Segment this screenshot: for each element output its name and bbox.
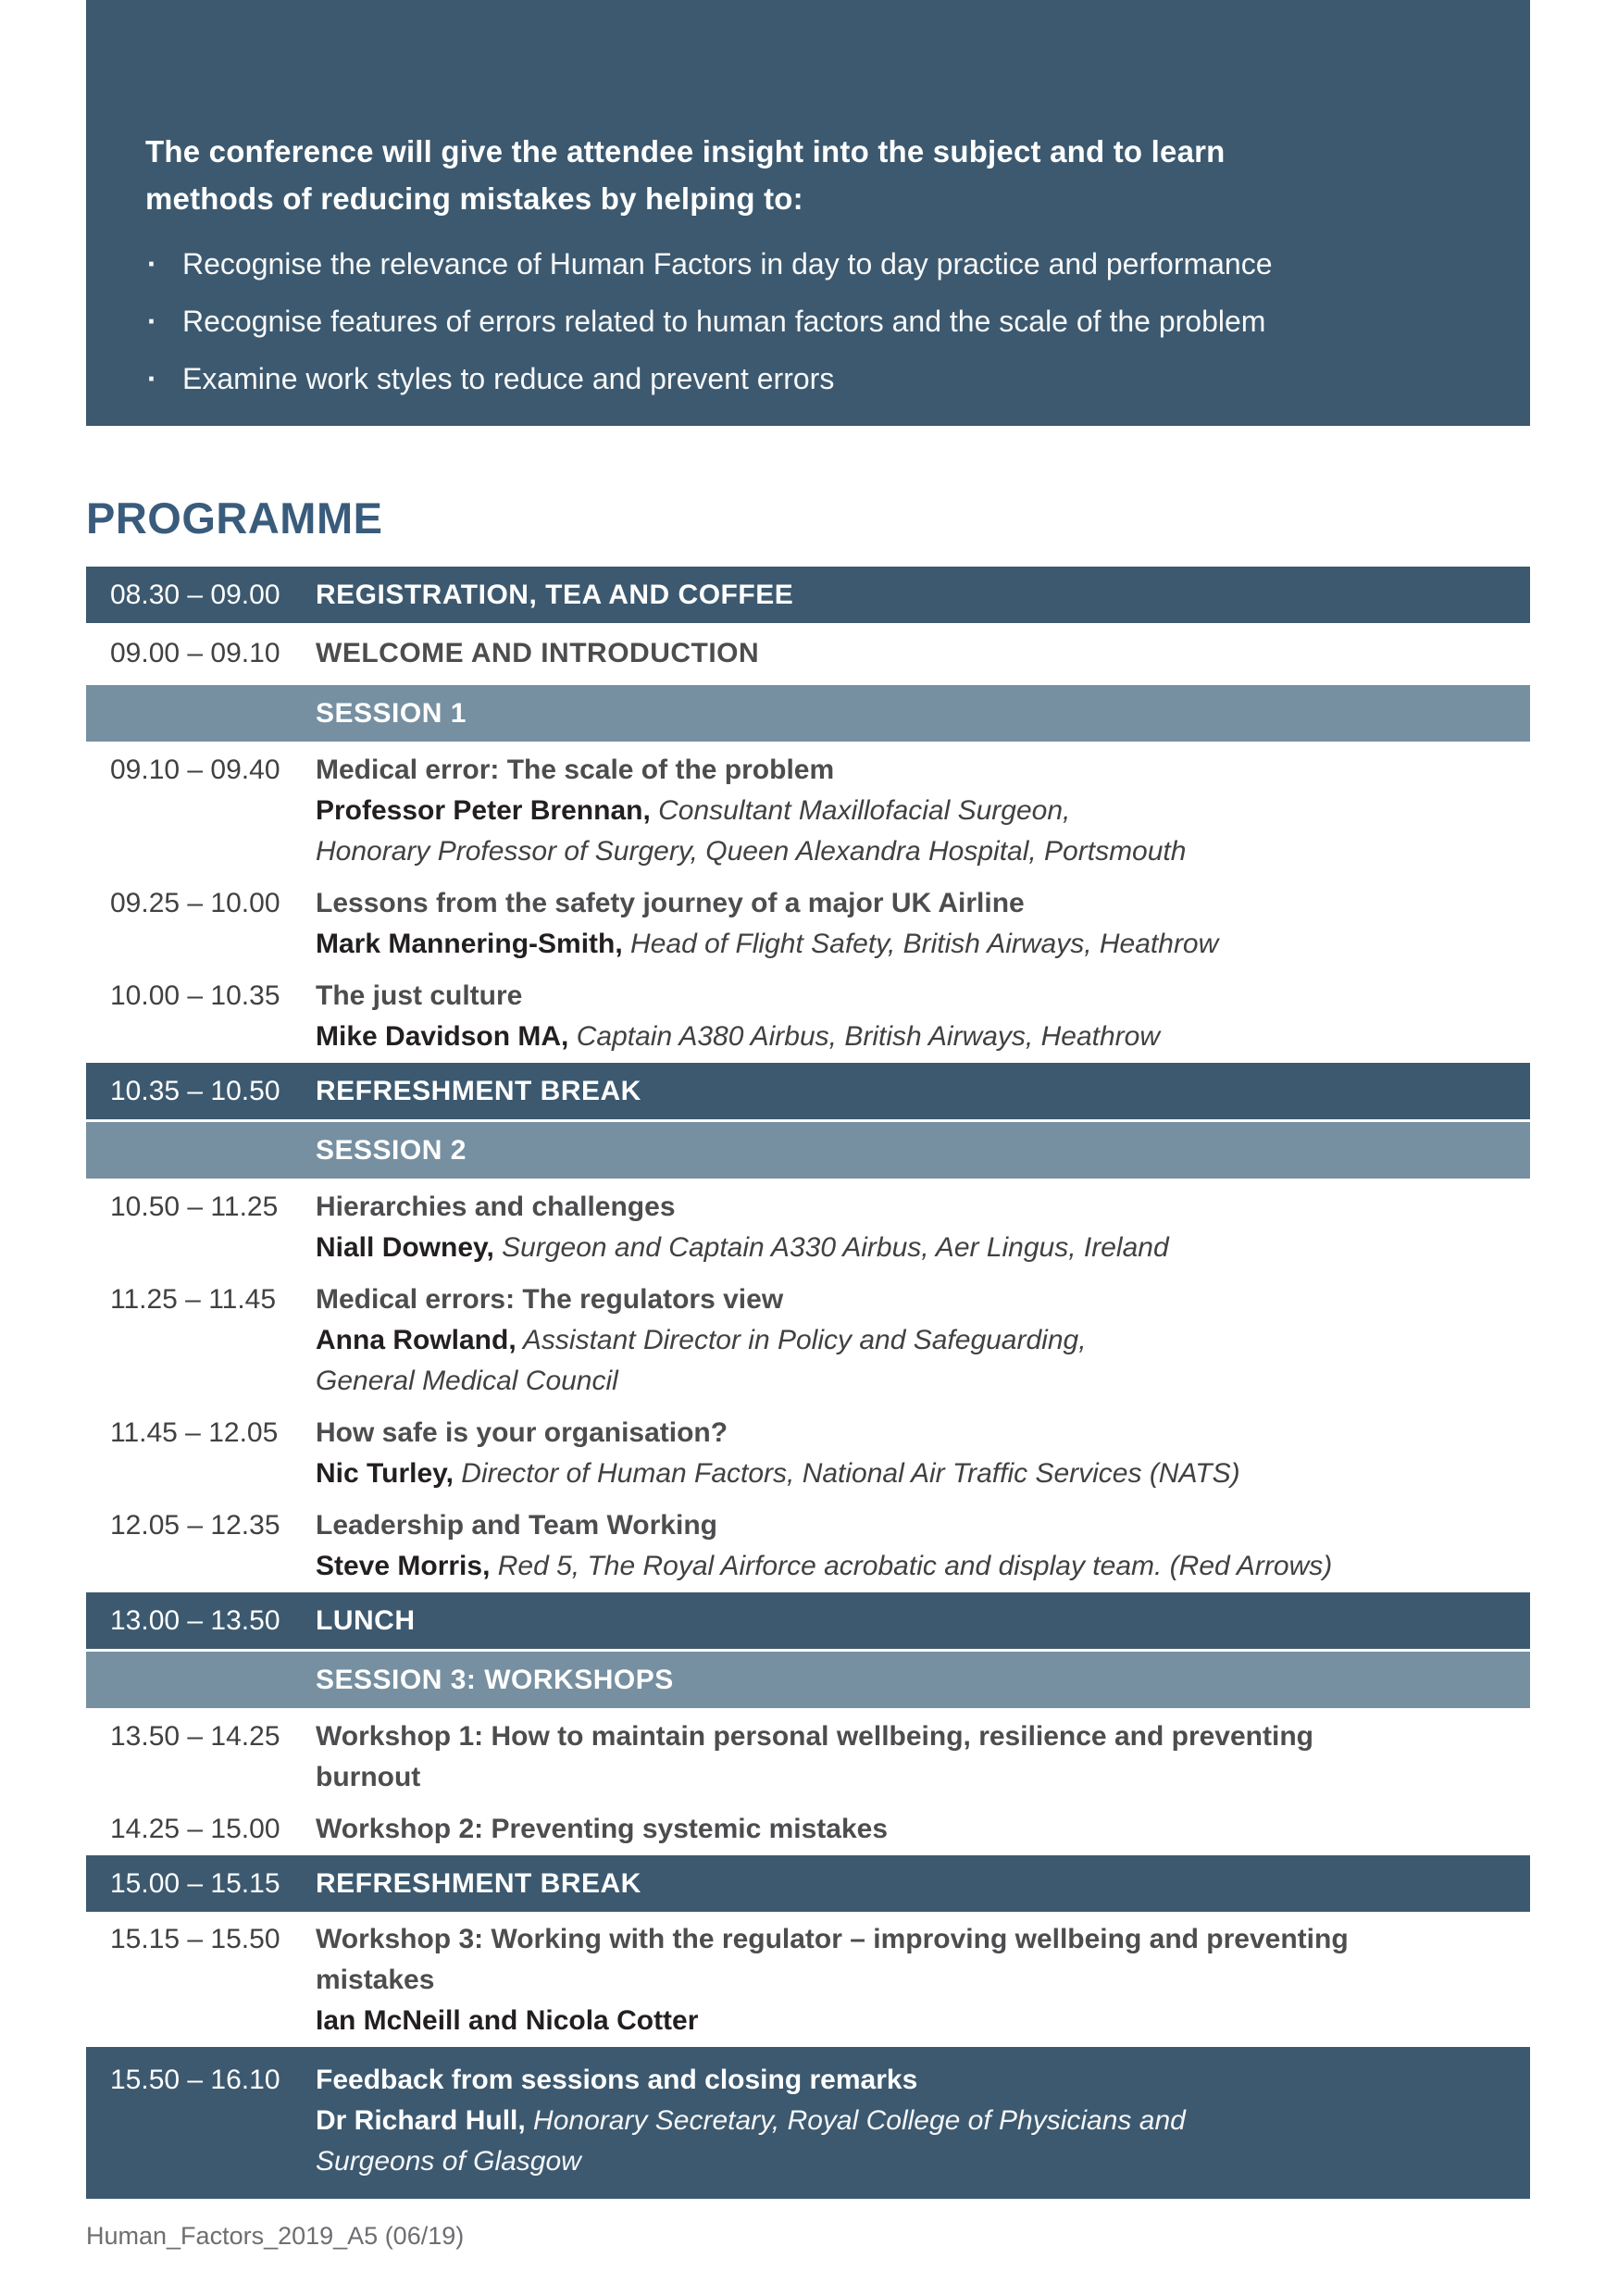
row-content [316,2060,1530,2182]
row-content [316,693,1530,734]
time-range: 10.00 – 10.35 [110,980,280,1011]
event-title: Medical error: The scale of the problem [316,755,835,785]
programme-row [86,1274,1530,1407]
speaker-name: Dr Richard Hull, [316,2105,526,2136]
time-range: 15.00 – 15.15 [110,1867,280,1899]
speaker-line [316,1017,1508,1057]
speaker-name: Mike Davidson MA, [316,1021,569,1052]
speaker-role: Director of Human Factors, National Air Traffic Services (NATS) [453,1458,1240,1489]
row-content [316,1716,1530,1798]
programme-row [86,2047,1530,2199]
bullet-dot-icon: · [147,362,157,395]
intro-bullet [145,350,1475,407]
time-range: 09.00 – 09.10 [110,638,280,668]
speaker-role: Head of Flight Safety, British Airways, Heathrow [622,929,1219,959]
programme-row [86,878,1530,970]
row-content [316,1071,1530,1112]
event-title: Workshop 3: Working with the regulator – improving wellbeing and preventing mistakes [316,1924,1349,1995]
speaker-name: Professor Peter Brennan, [316,795,651,826]
row-content [316,976,1530,1057]
speaker-line [316,2141,1508,2182]
speaker-line [316,831,1508,872]
speaker-role: Honorary Secretary, Royal College of Physicians and [525,2105,1186,2136]
event-title: Hierarchies and challenges [316,1192,676,1222]
time-range: 15.50 – 16.10 [110,2065,280,2095]
speaker-role: Surgeon and Captain A330 Airbus, Aer Lingus, Ireland [493,1232,1169,1263]
speaker-line [316,2001,1508,2041]
row-content [316,1919,1530,2041]
time-range: 09.10 – 09.40 [110,755,280,785]
programme-row [86,970,1530,1063]
event-title: Feedback from sessions and closing remarks [316,2065,918,2095]
speaker-line [316,1546,1508,1587]
row-content [316,633,1530,674]
programme-row [86,1711,1530,1803]
session-header-row [86,1652,1530,1708]
speaker-role: Captain A380 Airbus, British Airways, Heathrow [568,1021,1160,1052]
speaker-role: Consultant Maxillofacial Surgeon, [650,795,1071,826]
speaker-name: Niall Downey, [316,1232,494,1263]
speaker-name: Mark Mannering-Smith, [316,929,623,959]
speaker-name: Ian McNeill and Nicola Cotter [316,2005,699,2036]
speaker-line [316,791,1508,831]
row-content [316,1864,1530,1904]
event-title: Lessons from the safety journey of a major UK Airline [316,888,1025,918]
event-title: Leadership and Team Working [316,1510,717,1541]
event-title: SESSION 2 [316,1134,467,1166]
time-range: 12.05 – 12.35 [110,1510,280,1541]
programme-table [86,567,1530,2199]
row-content [316,1660,1530,1701]
time-range: 10.35 – 10.50 [110,1075,280,1106]
speaker-line [316,1454,1508,1494]
footer-note: Human_Factors_2019_A5 (06/19) [86,2222,465,2250]
time-range: 08.30 – 09.00 [110,579,280,610]
bullet-dot-icon: · [147,305,157,338]
speaker-name: Steve Morris, [316,1551,491,1581]
event-title: REFRESHMENT BREAK [316,1867,641,1899]
session-header-row [86,1122,1530,1179]
time-range: 09.25 – 10.00 [110,888,280,918]
row-content [316,1809,1530,1850]
intro-banner [86,0,1530,426]
programme-row [86,1063,1530,1119]
programme-row [86,1592,1530,1649]
programme-row [86,1914,1530,2047]
event-title: WELCOME AND INTRODUCTION [316,638,760,668]
intro-bullet-list [145,235,1475,407]
speaker-line [316,2101,1508,2141]
event-title: Medical errors: The regulators view [316,1284,784,1315]
event-title: LUNCH [316,1604,416,1636]
row-content [316,1505,1530,1587]
programme-row [86,1181,1530,1274]
intro-bullet [145,235,1475,293]
intro-heading: The conference will give the attendee insight into the subject and to learn methods of reducing mistakes by helping to: [145,134,1226,216]
event-title: How safe is your organisation? [316,1417,728,1448]
intro-bullet-text: Recognise the relevance of Human Factors in day to day practice and performance [182,247,1273,281]
intro-bullet-text: Examine work styles to reduce and prevent errors [182,362,835,395]
time-range: 11.45 – 12.05 [110,1417,279,1448]
time-range: 13.00 – 13.50 [110,1604,280,1636]
time-range: 11.25 – 11.45 [110,1284,277,1315]
event-title: The just culture [316,980,523,1011]
intro-bullet [145,293,1475,350]
session-header-row [86,685,1530,742]
speaker-name: Anna Rowland, [316,1325,517,1355]
intro-bullet-text: Recognise features of errors related to human factors and the scale of the problem [182,305,1266,338]
time-range: 13.50 – 14.25 [110,1721,280,1752]
row-content [316,883,1530,965]
speaker-role: Surgeons of Glasgow [316,2146,581,2177]
row-content [316,575,1530,616]
programme-row [86,625,1530,682]
time-range: 14.25 – 15.00 [110,1814,280,1844]
row-content [316,1130,1530,1171]
programme-row [86,1803,1530,1855]
speaker-role: General Medical Council [316,1366,618,1396]
programme-row [86,744,1530,878]
programme-row [86,1407,1530,1500]
speaker-role: Honorary Professor of Surgery, Queen Alexandra Hospital, Portsmouth [316,836,1187,867]
event-title: SESSION 3: WORKSHOPS [316,1664,674,1695]
time-range: 10.50 – 11.25 [110,1192,279,1222]
row-content [316,750,1530,872]
event-title: Workshop 2: Preventing systemic mistakes [316,1814,889,1844]
time-range: 15.15 – 15.50 [110,1924,280,1954]
speaker-role: Red 5, The Royal Airforce acrobatic and display team. (Red Arrows) [490,1551,1333,1581]
event-title: SESSION 1 [316,697,467,729]
speaker-line [316,1228,1508,1268]
speaker-line [316,1361,1508,1402]
programme-row [86,1855,1530,1912]
event-title: REFRESHMENT BREAK [316,1075,641,1106]
bullet-dot-icon: · [147,247,157,281]
row-content [316,1187,1530,1268]
speaker-line [316,924,1508,965]
speaker-name: Nic Turley, [316,1458,454,1489]
programme-row [86,567,1530,623]
event-title: Workshop 1: How to maintain personal wellbeing, resilience and preventing burnout [316,1721,1313,1792]
event-title: REGISTRATION, TEA AND COFFEE [316,579,794,610]
row-content [316,1279,1530,1402]
programme-row [86,1500,1530,1592]
page-title: PROGRAMME [86,493,383,543]
row-content [316,1601,1530,1641]
speaker-line [316,1320,1508,1361]
speaker-role: Assistant Director in Policy and Safeguarding, [516,1325,1087,1355]
row-content [316,1413,1530,1494]
